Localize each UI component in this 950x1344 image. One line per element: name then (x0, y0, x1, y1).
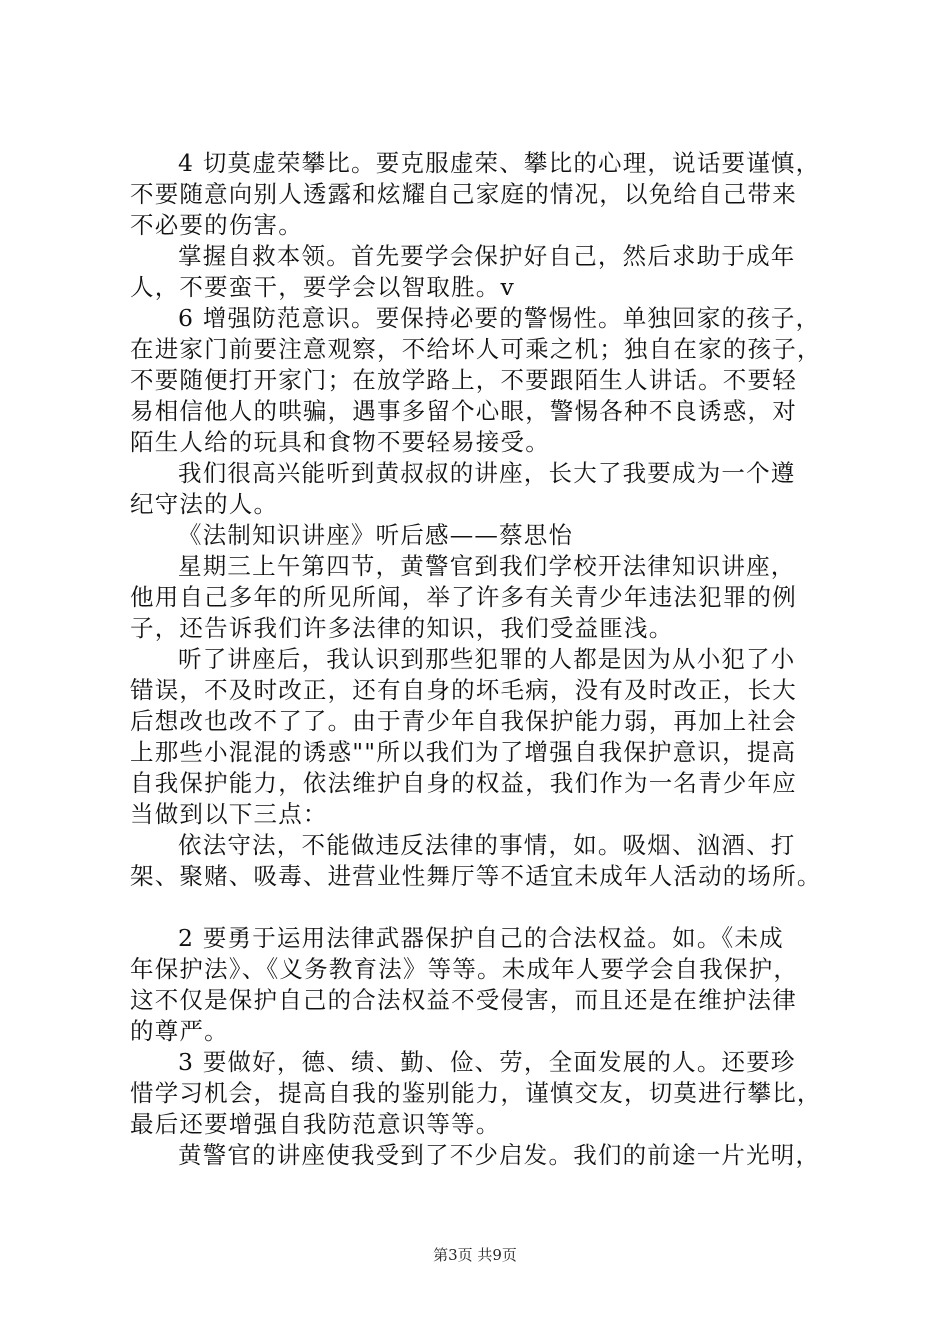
text-line: 自我保护能力，依法维护自身的权益，我们作为一名青少年应 (130, 769, 797, 797)
text-line: 这不仅是保护自己的合法权益不受侵害，而且还是在维护法律 (130, 986, 797, 1014)
text-line: 听了讲座后，我认识到那些犯罪的人都是因为从小犯了小 (178, 645, 796, 673)
text-line: 惜学习机会，提高自我的鉴别能力，谨慎交友，切莫进行攀比， (130, 1079, 822, 1107)
text-line: 陌生人给的玩具和食物不要轻易接受。 (130, 428, 550, 456)
text-line: 最后还要增强自我防范意识等等。 (130, 1110, 501, 1138)
text-line: 在进家门前要注意观察，不给坏人可乘之机；独自在家的孩子， (130, 335, 822, 363)
text-line: 3 要做好，德、绩、勤、俭、劳，全面发展的人。还要珍 (178, 1048, 796, 1076)
text-line: 后想改也改不了了。由于青少年自我保护能力弱，再加上社会 (130, 707, 797, 735)
text-line: 掌握自救本领。首先要学会保护好自己，然后求助于成年 (178, 242, 796, 270)
document-body (130, 148, 850, 1171)
text-line: 人，不要蛮干，要学会以智取胜。v (130, 273, 515, 301)
text-line: 黄警官的讲座使我受到了不少启发。我们的前途一片光明， (178, 1141, 821, 1169)
text-line: 我们很高兴能听到黄叔叔的讲座，长大了我要成为一个遵 (178, 459, 796, 487)
text-line: 错误，不及时改正，还有自身的坏毛病，没有及时改正，长大 (130, 676, 797, 704)
page-footer: 第3页 共9页 (433, 1246, 517, 1264)
text-line: 不要随便打开家门；在放学路上，不要跟陌生人讲话。不要轻 (130, 366, 797, 394)
text-line: 子，还告诉我们许多法律的知识，我们受益匪浅。 (130, 614, 674, 642)
text-line: 依法守法，不能做违反法律的事情，如。吸烟、汹酒、打 (178, 831, 796, 859)
text-line: 4 切莫虚荣攀比。要克服虚荣、攀比的心理，说话要谨慎， (178, 149, 821, 177)
text-line: 上那些小混混的诱惑""所以我们为了增强自我保护意识，提高 (130, 738, 797, 766)
text-line: 不必要的伤害。 (130, 211, 303, 239)
text-line: 当做到以下三点： (130, 800, 328, 828)
text-line: 2 要勇于运用法律武器保护自己的合法权益。如。《未成 (178, 924, 784, 952)
text-line: 《法制知识讲座》听后感——蔡思怡 (178, 521, 574, 549)
text-line: 的尊严。 (130, 1017, 229, 1045)
text-line: 架、聚赌、吸毒、进营业性舞厅等不适宜未成年人活动的场所。 (130, 862, 822, 890)
text-line: 6 增强防范意识。要保持必要的警惕性。单独回家的孩子， (178, 304, 821, 332)
text-line: 纪守法的人。 (130, 490, 279, 518)
text-line: 不要随意向别人透露和炫耀自己家庭的情况，以免给自己带来 (130, 180, 797, 208)
blank-line (130, 892, 850, 923)
text-line: 星期三上午第四节，黄警官到我们学校开法律知识讲座， (178, 552, 796, 580)
text-line: 他用自己多年的所见所闻，举了许多有关青少年违法犯罪的例 (130, 583, 797, 611)
text-line: 易相信他人的哄骗，遇事多留个心眼，警惕各种不良诱惑，对 (130, 397, 797, 425)
text-line: 年保护法》、《义务教育法》等等。未成年人要学会自我保护， (130, 955, 799, 983)
